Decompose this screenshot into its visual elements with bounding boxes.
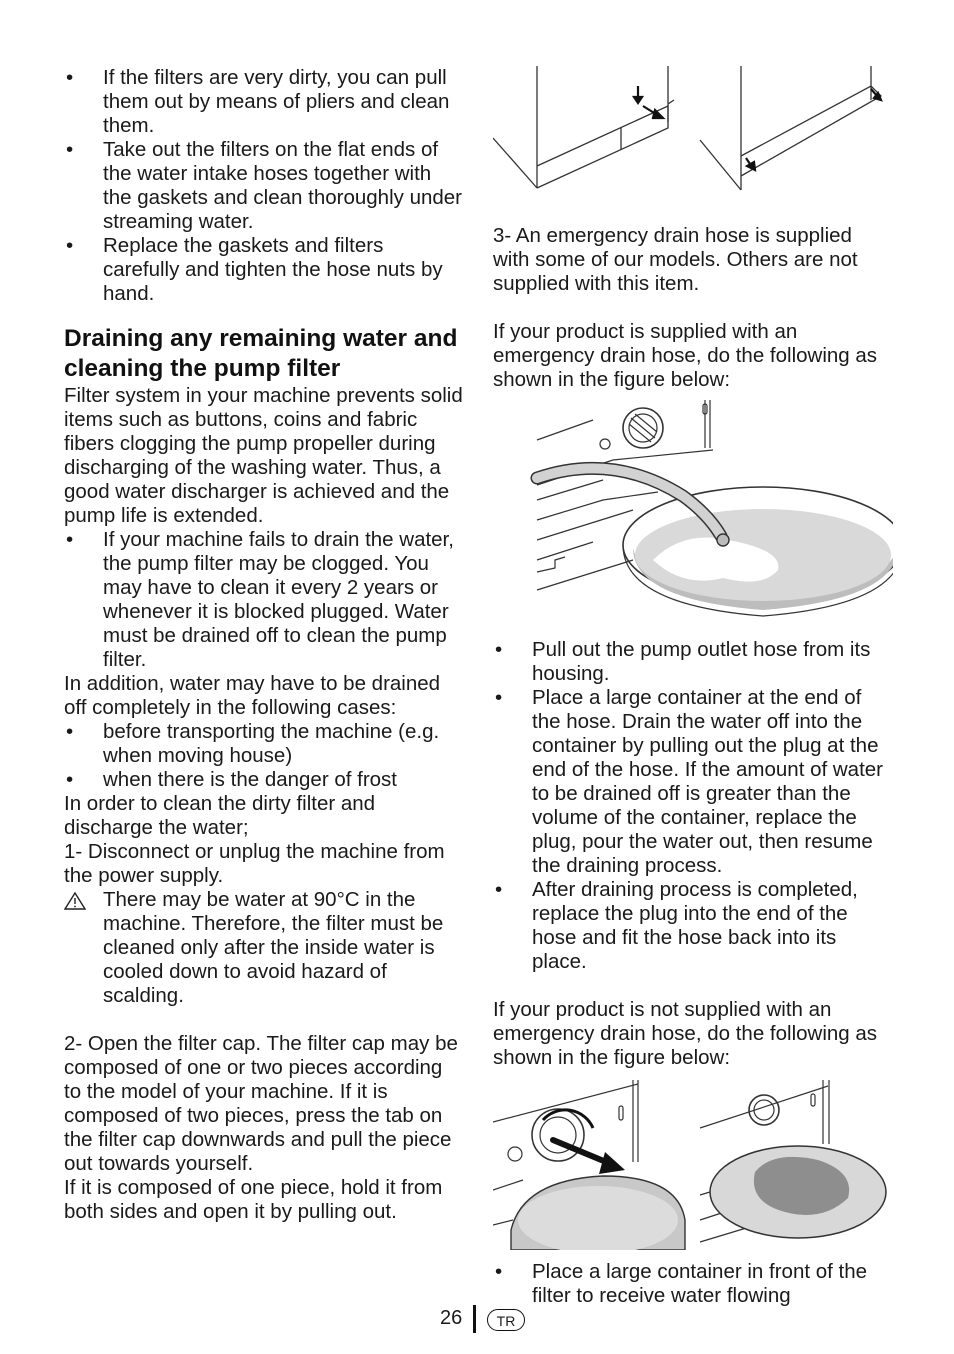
right-column (493, 66, 893, 1308)
hose-steps-list (493, 638, 893, 974)
left-column (64, 66, 464, 1224)
list-item: • when there is the danger of frost (64, 768, 464, 792)
intro-paragraph: Filter system in your machine prevents solid items such as buttons, coins and fabric fibers clogging the pump propeller during discharging of the washing water. Thus, a good water discharger is achieved and the pump life is extended. (64, 384, 463, 527)
list-item: • Take out the filters on the flat ends of the water intake hoses together with the gaskets and clean thoroughly under streaming water. (64, 138, 464, 234)
step-2: 2- Open the filter cap. The filter cap may be composed of one or two pieces according to the model of your machine. If it is composed of two pieces, press the tab on the filter cap downwards and pull the piece out towards yourself. (64, 1032, 458, 1175)
filter-bullet-list (64, 66, 464, 306)
not-supplied-paragraph: If your product is not supplied with an emergency drain hose, do the following as shown in the figure below: (493, 998, 878, 1069)
language-badge: TR (487, 1309, 525, 1331)
container-filter-figure (493, 1080, 893, 1250)
list-item: • before transporting the machine (e.g. when moving house) (64, 720, 464, 768)
section-heading: Draining any remaining water and cleaning the pump filter (64, 325, 458, 382)
cases-list (64, 720, 464, 792)
list-item: • If your machine fails to drain the water, the pump filter may be clogged. You may have to clean it every 2 years or whenever it is blocked plugged. Water must be drained off to clean the pump filter. (64, 528, 464, 672)
warning-triangle-icon (64, 892, 86, 910)
filter-cap-figure (493, 66, 893, 198)
supplied-paragraph: If your product is supplied with an emergency drain hose, do the following as shown in the figure below: (493, 320, 878, 391)
list-item: • Pull out the pump outlet hose from its housing. (493, 638, 893, 686)
footer-divider (473, 1305, 476, 1333)
warning-text: There may be water at 90°C in the machine. Therefore, the filter must be cleaned only after the inside water is cooled down to avoid hazard of scalding. (103, 888, 444, 1007)
drain-hose-figure (493, 400, 893, 630)
warning-list (64, 888, 464, 1008)
list-item: • Replace the gaskets and filters carefully and tighten the hose nuts by hand. (64, 234, 464, 306)
list-item: • Place a large container at the end of the hose. Drain the water off into the container by pulling out the plug at the end of the hose. If the amount of water to be drained off is greater than the volume of the container, replace the plug, pour the water out, then resume the draining process. (493, 686, 893, 878)
list-item: • Place a large container in front of the filter to receive water flowing (493, 1260, 893, 1308)
list-item: • After draining process is completed, replace the plug into the end of the hose and fit the hose back into its place. (493, 878, 893, 974)
list-item: • If the filters are very dirty, you can pull them out by means of pliers and clean them. (64, 66, 464, 138)
step-3: 3- An emergency drain hose is supplied with some of our models. Others are not supplied with this item. (493, 224, 858, 295)
drain-fail-list (64, 528, 464, 672)
page-footer (0, 1303, 954, 1335)
addition-paragraph: In addition, water may have to be drained off completely in the following cases: (64, 672, 441, 719)
step-1: 1- Disconnect or unplug the machine from the power supply. (64, 840, 445, 887)
warning-item (64, 888, 464, 1008)
step-2-one-piece: If it is composed of one piece, hold it from both sides and open it by pulling out. (64, 1176, 443, 1223)
page-number: 26 (440, 1307, 463, 1329)
front-container-list (493, 1260, 893, 1308)
order-paragraph: In order to clean the dirty filter and discharge the water; (64, 792, 376, 839)
